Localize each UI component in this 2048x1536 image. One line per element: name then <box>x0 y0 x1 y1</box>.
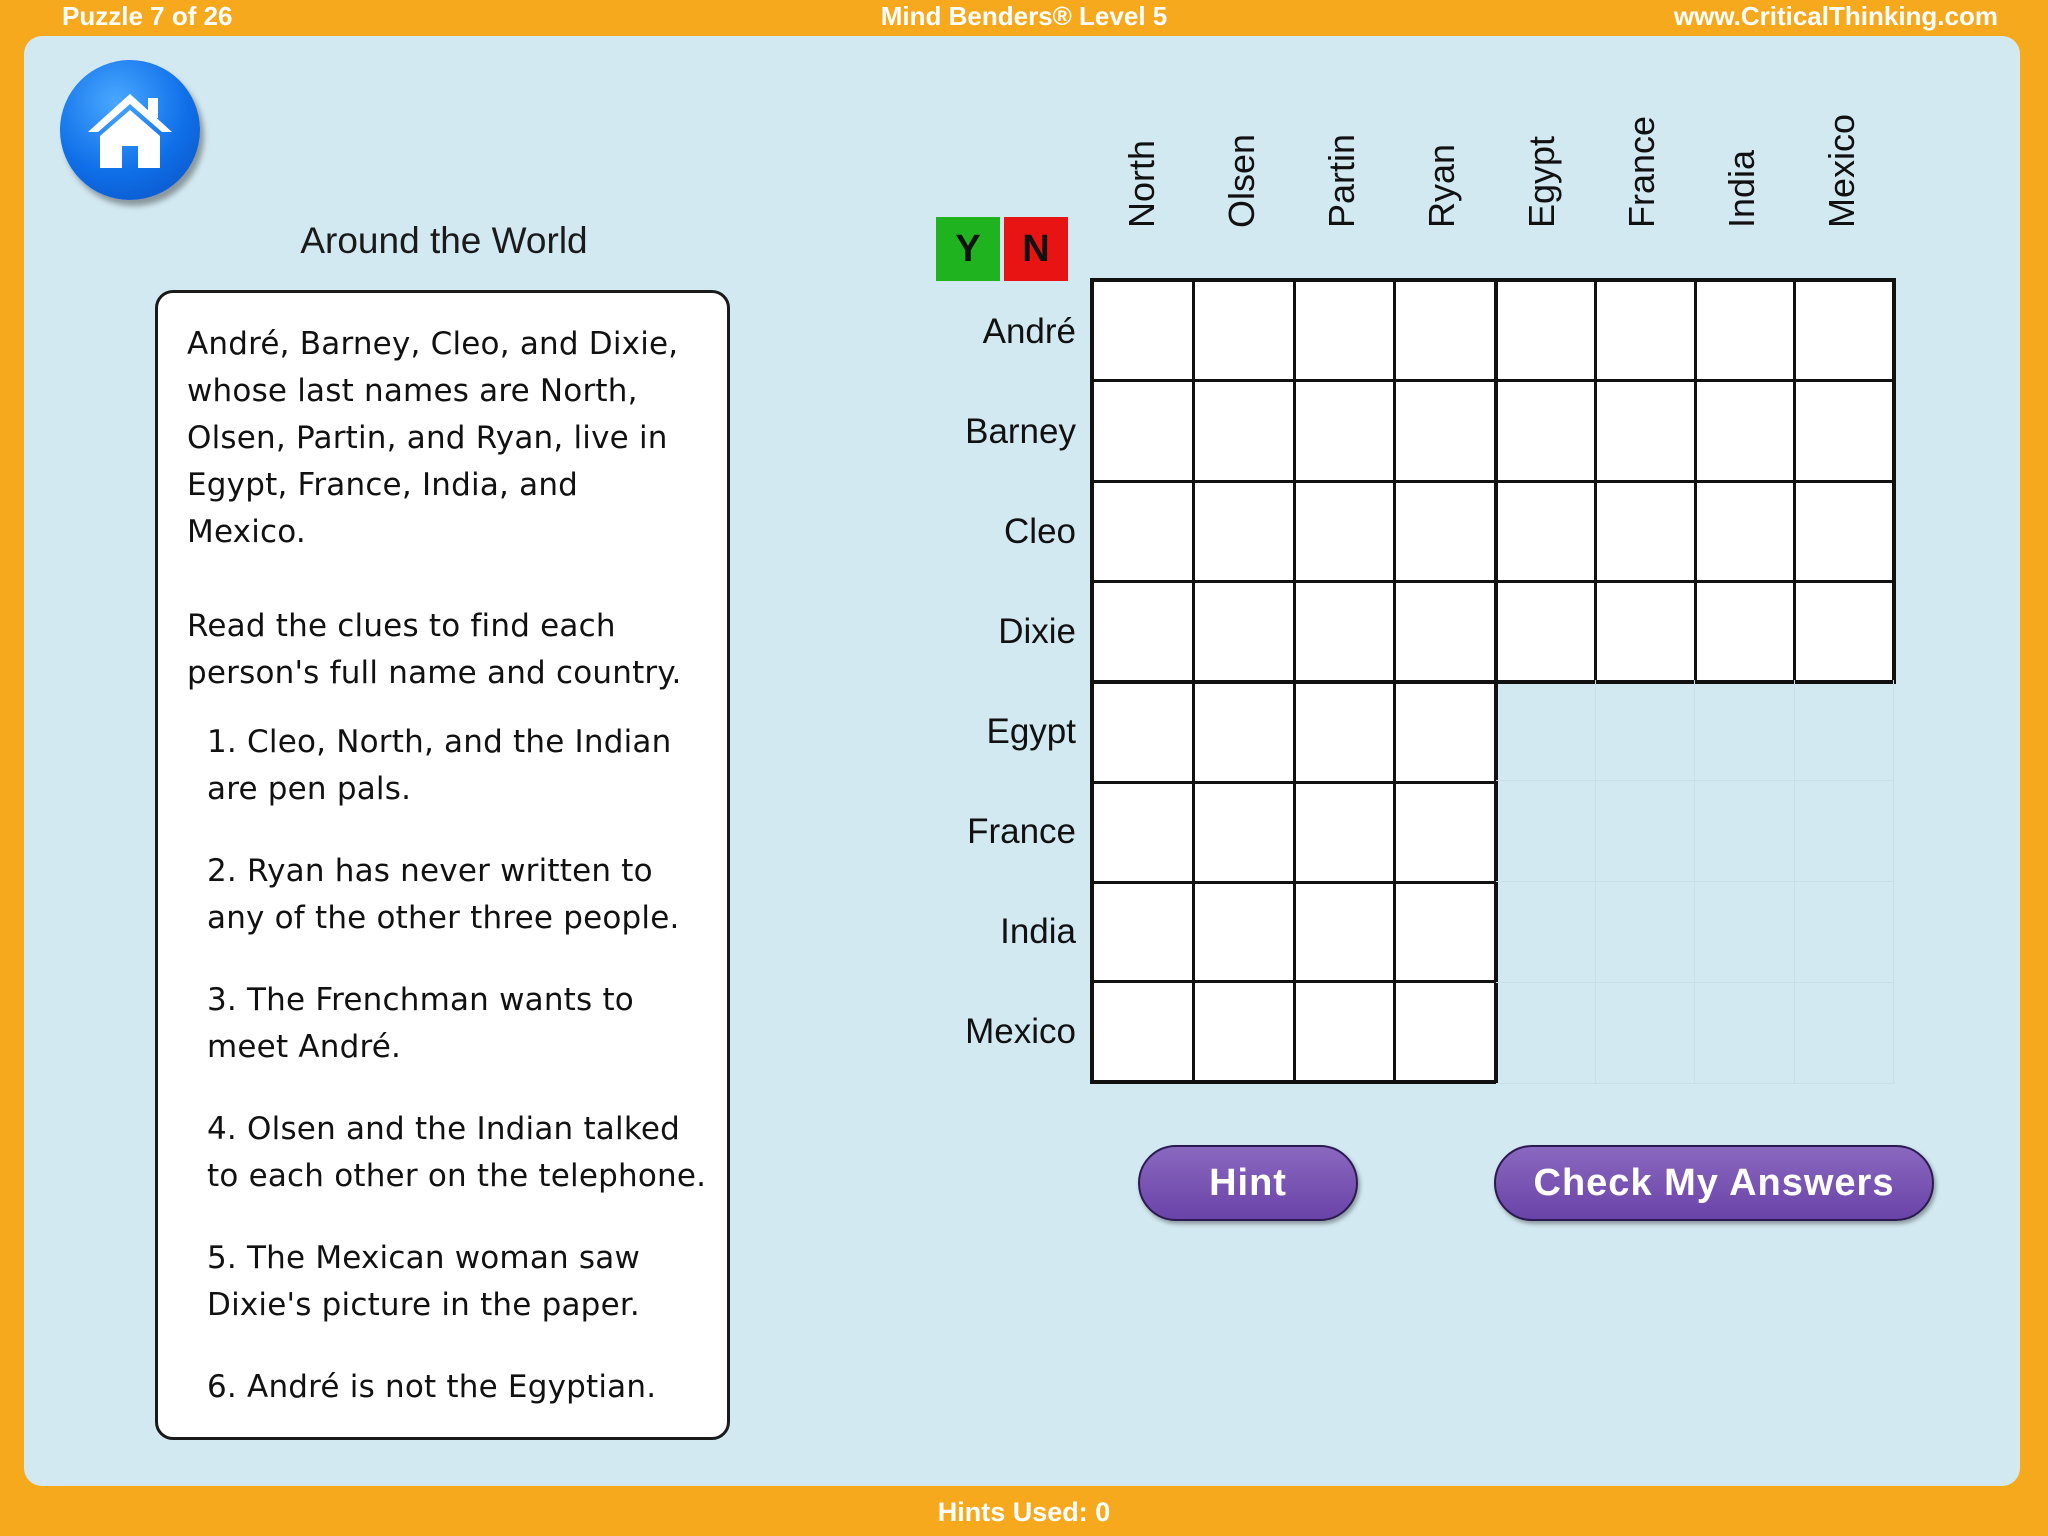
grid-cell[interactable] <box>1094 382 1192 479</box>
col-header-ryan <box>1392 140 1492 268</box>
col-header-india <box>1692 140 1792 268</box>
grid-cell[interactable] <box>1094 884 1192 981</box>
app-title: Mind Benders® Level 5 <box>880 1 1168 31</box>
col-header-france <box>1592 115 1692 268</box>
grid-cell[interactable] <box>1796 382 1892 479</box>
grid-cell[interactable] <box>1195 983 1293 1080</box>
grid-cell[interactable] <box>1094 784 1192 881</box>
grid-cell[interactable] <box>1094 684 1192 781</box>
grid-cell[interactable] <box>1094 282 1192 379</box>
row-label-andre: André <box>982 312 1076 351</box>
col-header-partin <box>1292 133 1392 268</box>
grid-cell[interactable] <box>1796 282 1892 379</box>
grid-cell[interactable] <box>1296 684 1394 781</box>
grid-cell[interactable] <box>1697 583 1793 680</box>
grid-cell[interactable] <box>1296 784 1394 881</box>
col-header-label: France <box>1621 115 1662 228</box>
col-header-label: Ryan <box>1421 143 1462 228</box>
grid-cell[interactable] <box>1195 483 1293 580</box>
row-label-india: India <box>1000 912 1076 951</box>
clue-item: 6. André is not the Egyptian. <box>207 1369 657 1405</box>
grid-cell[interactable] <box>1396 983 1494 1080</box>
grid-names-surnames <box>1090 278 1498 684</box>
yes-marker-button[interactable]: Y <box>936 217 1000 281</box>
grid-cell[interactable] <box>1498 583 1594 680</box>
row-label-barney: Barney <box>965 412 1076 451</box>
puzzle-title: Around the World <box>300 220 588 261</box>
col-header-label: India <box>1721 149 1762 228</box>
grid-cell[interactable] <box>1195 684 1293 781</box>
grid-cell[interactable] <box>1094 983 1192 1080</box>
grid-cell[interactable] <box>1396 583 1494 680</box>
row-label-egypt: Egypt <box>986 712 1076 751</box>
col-header-label: Partin <box>1321 133 1362 228</box>
grid-cell[interactable] <box>1597 282 1693 379</box>
row-label-cleo: Cleo <box>1004 512 1076 551</box>
col-header-label: Olsen <box>1221 133 1262 228</box>
clue-item: 4. Olsen and the Indian talked to each other on the telephone. <box>207 1111 707 1194</box>
grid-cell[interactable] <box>1195 784 1293 881</box>
grid-cell[interactable] <box>1195 583 1293 680</box>
grid-cell[interactable] <box>1195 282 1293 379</box>
grid-cell[interactable] <box>1796 483 1892 580</box>
grid-cell[interactable] <box>1597 583 1693 680</box>
hint-button[interactable]: Hint <box>1138 1145 1358 1221</box>
clue-item: 2. Ryan has never written to any of the other three people. <box>207 853 680 936</box>
grid-countries-surnames <box>1090 680 1498 1084</box>
grid-unused-area <box>1496 680 1894 1084</box>
row-label-mexico: Mexico <box>965 1012 1076 1051</box>
col-header-label: North <box>1121 139 1162 228</box>
clue-item: 5. The Mexican woman saw Dixie's picture in the paper. <box>207 1240 641 1323</box>
grid-cell[interactable] <box>1697 483 1793 580</box>
website-link[interactable]: www.CriticalThinking.com <box>1673 1 1998 31</box>
top-bar <box>0 0 2048 34</box>
clue-box <box>155 290 730 1440</box>
grid-cell[interactable] <box>1296 483 1394 580</box>
grid-cell[interactable] <box>1296 583 1394 680</box>
grid-cell[interactable] <box>1498 282 1594 379</box>
puzzle-counter: Puzzle 7 of 26 <box>62 1 233 31</box>
no-marker-button[interactable]: N <box>1004 217 1068 281</box>
home-icon <box>84 88 176 172</box>
grid-cell[interactable] <box>1796 583 1892 680</box>
clue-item: 1. Cleo, North, and the Indian are pen pals. <box>207 724 672 807</box>
grid-cell[interactable] <box>1498 382 1594 479</box>
grid-cell[interactable] <box>1396 282 1494 379</box>
col-header-mexico <box>1792 113 1892 268</box>
col-header-egypt <box>1492 135 1592 268</box>
clue-item: 3. The Frenchman wants to meet André. <box>207 982 634 1065</box>
grid-cell[interactable] <box>1597 483 1693 580</box>
row-label-france: France <box>967 812 1076 851</box>
puzzle-instructions: Read the clues to find each person's full name and country. <box>187 608 682 691</box>
grid-cell[interactable] <box>1498 483 1594 580</box>
grid-names-countries <box>1494 278 1896 684</box>
row-label-dixie: Dixie <box>998 612 1076 651</box>
grid-cell[interactable] <box>1697 382 1793 479</box>
col-header-label: Egypt <box>1521 135 1562 228</box>
grid-cell[interactable] <box>1697 282 1793 379</box>
hints-used-counter: Hints Used: 0 <box>937 1497 1111 1527</box>
grid-cell[interactable] <box>1396 684 1494 781</box>
grid-cell[interactable] <box>1396 382 1494 479</box>
grid-cell[interactable] <box>1396 483 1494 580</box>
grid-cell[interactable] <box>1296 983 1394 1080</box>
col-header-north <box>1092 140 1192 268</box>
col-header-label: Mexico <box>1821 113 1862 228</box>
grid-cell[interactable] <box>1296 884 1394 981</box>
grid-cell[interactable] <box>1296 382 1394 479</box>
grid-cell[interactable] <box>1597 382 1693 479</box>
grid-cell[interactable] <box>1396 784 1494 881</box>
check-answers-button[interactable]: Check My Answers <box>1494 1145 1934 1221</box>
puzzle-intro: André, Barney, Cleo, and Dixie, whose last names are North, Olsen, Partin, and Ryan, live in Egypt, France, India, and Mexico. <box>187 326 679 550</box>
grid-cell[interactable] <box>1094 583 1192 680</box>
grid-cell[interactable] <box>1195 884 1293 981</box>
grid-cell[interactable] <box>1396 884 1494 981</box>
col-header-olsen <box>1192 133 1292 268</box>
grid-cell[interactable] <box>1195 382 1293 479</box>
grid-cell[interactable] <box>1094 483 1192 580</box>
grid-cell[interactable] <box>1296 282 1394 379</box>
home-button[interactable] <box>60 60 200 200</box>
